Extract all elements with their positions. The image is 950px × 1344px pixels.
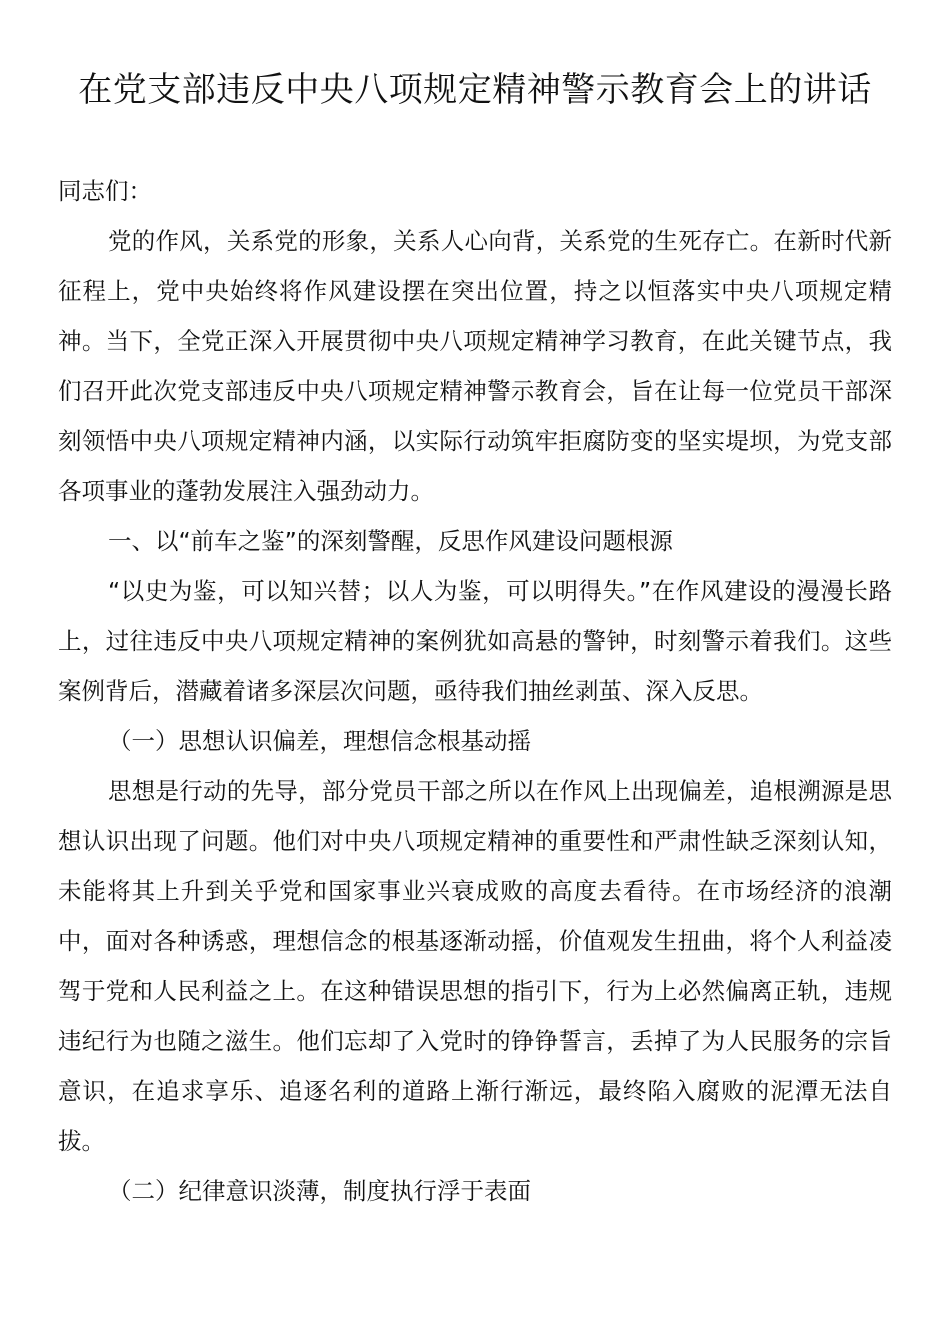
- subsection-1-heading: （一）思想认识偏差，理想信念根基动摇: [108, 727, 531, 755]
- page-title: 在党支部违反中央八项规定精神警示教育会上的讲话: [78, 70, 872, 110]
- section-1-heading: 一、以“前车之鉴”的深刻警醒，反思作风建设问题根源: [108, 527, 673, 555]
- intro-paragraph: 党的作风，关系党的形象，关系人心向背，关系党的生死存亡。在新时代新征程上，党中央始终将作风建设摆在突出位置，持之以恒落实中央八项规定精神。当下，全党正深入开展贯彻中央八项规定精神学习教育，在此关键节点，我们召开此次党支部违反中央八项规定精神警示教育会，旨在让每一位党员干部深刻领悟中央八项规定精神内涵，以实际行动筑牢拒腐防变的坚实堤坝，为党支部各项事业的蓬勃发展注入强劲动力。: [58, 227, 892, 505]
- salutation: 同志们：: [58, 177, 152, 205]
- document-body: [58, 166, 892, 1216]
- subsection-2-heading: （二）纪律意识淡薄，制度执行浮于表面: [108, 1177, 531, 1205]
- subsection-1-paragraph: 思想是行动的先导，部分党员干部之所以在作风上出现偏差，追根溯源是思想认识出现了问题。他们对中央八项规定精神的重要性和严肃性缺乏深刻认知，未能将其上升到关乎党和国家事业兴衰成败的高度去看待。在市场经济的浪潮中，面对各种诱惑，理想信念的根基逐渐动摇，价值观发生扭曲，将个人利益凌驾于党和人民利益之上。在这种错误思想的指引下，行为上必然偏离正轨，违规违纪行为也随之滋生。他们忘却了入党时的铮铮誓言，丢掉了为人民服务的宗旨意识，在追求享乐、追逐名利的道路上渐行渐远，最终陷入腐败的泥潭无法自拔。: [58, 777, 892, 1155]
- section-1-paragraph: “以史为鉴，可以知兴替；以人为鉴，可以明得失。”在作风建设的漫漫长路上，过往违反中央八项规定精神的案例犹如高悬的警钟，时刻警示着我们。这些案例背后，潜藏着诸多深层次问题，亟待我们抽丝剥茧、深入反思。: [58, 577, 892, 705]
